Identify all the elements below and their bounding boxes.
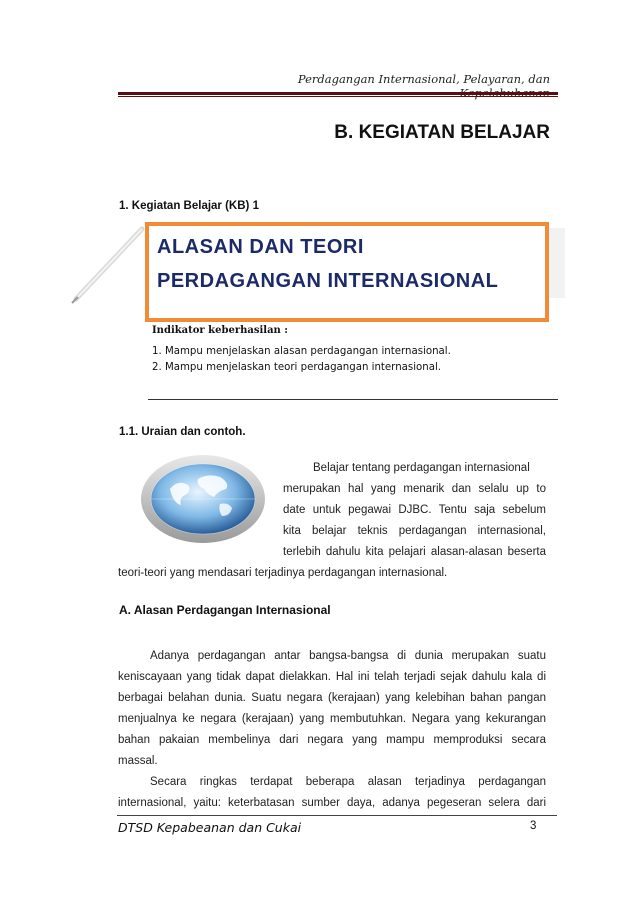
- paragraph-line: internasional, yaitu: keterbatasan sumber daya, adanya pegeseran selera dari: [118, 797, 546, 809]
- intro-line: kita belajar teknis perdagangan internasional,: [283, 525, 546, 537]
- globe-icon: [140, 454, 266, 544]
- running-header: Perdagangan Internasional, Pelayaran, dan: [297, 72, 550, 86]
- section-a-title: A. Alasan Perdagangan Internasional: [119, 603, 331, 617]
- paragraph-line: berbagai belahan dunia. Suatu negara (kerajaan) yang kelebihan bahan pangan: [118, 692, 546, 704]
- header-rule-thin: [118, 96, 558, 97]
- intro-line: Belajar tentang perdagangan internasional: [313, 462, 530, 474]
- separator-line: [148, 399, 558, 400]
- intro-line: merupakan hal yang menarik dan selalu up to: [283, 483, 546, 495]
- paragraph-line: Adanya perdagangan antar bangsa-bangsa di dunia merupakan suatu: [150, 650, 546, 662]
- pen-icon: [68, 225, 148, 305]
- section-a-paragraph: [118, 646, 546, 814]
- indikator-item: 2. Mampu menjelaskan teori perdagangan internasional.: [152, 362, 442, 373]
- indikator-title: Indikator keberhasilan :: [152, 325, 289, 336]
- footer-text: DTSD Kepabeanan dan Cukai: [118, 820, 302, 835]
- intro-line: terlebih dahulu kita pelajari alasan-alasan beserta: [283, 546, 546, 558]
- footer-rule: [117, 815, 557, 816]
- kb-label: 1. Kegiatan Belajar (KB) 1: [119, 200, 259, 212]
- banner-title-line1: ALASAN DAN TEORI: [157, 236, 364, 258]
- intro-paragraph: [283, 458, 546, 563]
- page-number: 3: [530, 820, 537, 832]
- section-title: B. KEGIATAN BELAJAR: [334, 122, 550, 143]
- paragraph-line: keniscayaan yang tidak dapat dielakkan. Hal ini telah terjadi sejak dahulu kala di: [118, 671, 546, 683]
- intro-line: date untuk pegawai DJBC. Tentu saja sebelum: [283, 504, 546, 516]
- intro-tail: teori-teori yang mendasari terjadinya perdagangan internasional.: [118, 567, 448, 579]
- banner-box: [145, 222, 549, 322]
- banner-title-line2: PERDAGANGAN INTERNASIONAL: [157, 270, 499, 292]
- subsection-title: 1.1. Uraian dan contoh.: [119, 426, 246, 438]
- paragraph-line: Secara ringkas terdapat beberapa alasan terjadinya perdagangan: [150, 776, 546, 788]
- paragraph-line: bahan pakaian membelinya dari negara yang mampu memproduksi secara: [118, 734, 546, 746]
- chapter-banner: [145, 222, 549, 320]
- header-rule: [118, 92, 558, 95]
- paragraph-line: menjualnya ke negara (kerajaan) yang membutuhkan. Negara yang kekurangan: [118, 713, 546, 725]
- indikator-item: 1. Mampu menjelaskan alasan perdagangan internasional.: [152, 346, 451, 357]
- paragraph-line: massal.: [118, 755, 158, 767]
